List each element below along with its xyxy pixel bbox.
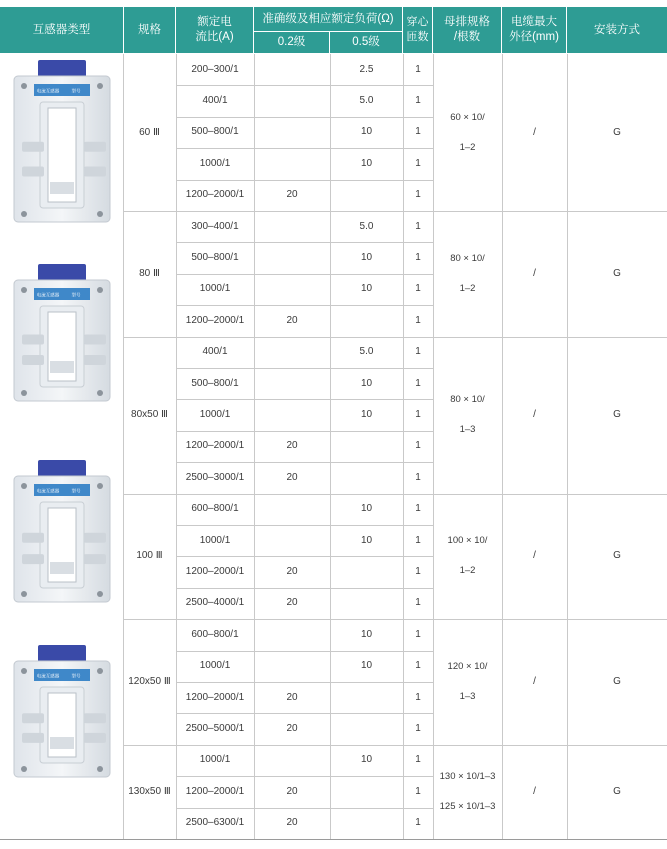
- row-divider: [176, 808, 433, 809]
- transformer-photo: [8, 58, 116, 228]
- class-02-cell: 20: [286, 440, 298, 452]
- class-02-cell: [254, 525, 330, 556]
- class-02-cell: [254, 85, 330, 116]
- cable-cell: /: [533, 785, 536, 797]
- install-cell: G: [613, 550, 621, 562]
- class-05-cell: 10: [360, 377, 373, 389]
- cable-cell: /: [533, 126, 536, 138]
- class-05-cell: 5.0: [359, 220, 374, 232]
- spec-cell: 80 Ⅲ: [139, 267, 160, 279]
- header-spec: 规格: [124, 7, 175, 53]
- rated-ratio-cell: 1000/1: [199, 157, 231, 169]
- row-divider: [176, 305, 433, 306]
- column-divider: [433, 54, 434, 839]
- busbar-cell: [433, 211, 502, 337]
- rated-ratio-cell: 1000/1: [199, 660, 231, 672]
- class-05-cell: [330, 431, 403, 462]
- class-02-cell: 20: [286, 566, 298, 578]
- row-divider: [176, 651, 433, 652]
- row-divider: [176, 368, 433, 369]
- cable-cell: /: [533, 409, 536, 421]
- class-02-cell: 20: [286, 597, 298, 609]
- row-divider: [176, 556, 433, 557]
- row-divider: [176, 588, 433, 589]
- rated-ratio-cell: 2500–4000/1: [185, 597, 245, 609]
- install-cell: G: [613, 409, 621, 421]
- spec-cell: 60 Ⅲ: [139, 126, 160, 138]
- install-cell: G: [613, 785, 621, 797]
- spec-cell: 120x50 Ⅲ: [128, 675, 171, 687]
- product-label-model: 型号: [71, 293, 81, 299]
- rated-ratio-cell: 200–300/1: [191, 63, 239, 75]
- busbar-line: 60 × 10/: [450, 111, 485, 123]
- rated-ratio-cell: 600–800/1: [191, 503, 239, 515]
- class-02-cell: [254, 745, 330, 776]
- product-label-name: 电流互感器: [36, 293, 60, 299]
- class-05-cell: [330, 180, 403, 211]
- product-label-name: 电流互感器: [36, 489, 60, 495]
- header-turns: 穿心 匝数: [403, 7, 432, 53]
- class-05-cell: [330, 682, 403, 713]
- header-class-05: 0.5级: [330, 32, 402, 53]
- turns-cell: 1: [415, 314, 421, 326]
- class-05-cell: 10: [360, 534, 373, 546]
- column-divider: [123, 54, 124, 839]
- rated-ratio-cell: 1200–2000/1: [185, 785, 245, 797]
- turns-cell: 1: [415, 189, 421, 201]
- rated-ratio-cell: 400/1: [202, 95, 228, 107]
- spec-cell: 100 Ⅲ: [136, 550, 163, 562]
- column-divider: [254, 54, 255, 839]
- turns-cell: 1: [415, 346, 421, 358]
- class-02-cell: [254, 651, 330, 682]
- row-divider: [176, 242, 433, 243]
- class-05-cell: [330, 713, 403, 744]
- class-05-cell: [330, 776, 403, 807]
- busbar-cell: [433, 337, 502, 494]
- rated-ratio-cell: 2500–6300/1: [185, 817, 245, 829]
- rated-ratio-cell: 300–400/1: [191, 220, 239, 232]
- class-05-cell: 10: [360, 754, 373, 766]
- rated-ratio-cell: 600–800/1: [191, 628, 239, 640]
- turns-cell: 1: [415, 63, 421, 75]
- class-02-cell: [254, 368, 330, 399]
- busbar-line: 1–2: [459, 565, 476, 577]
- turns-cell: 1: [415, 534, 421, 546]
- turns-cell: 1: [415, 283, 421, 295]
- rated-ratio-cell: 500–800/1: [191, 377, 239, 389]
- class-05-cell: [330, 808, 403, 839]
- class-05-cell: 10: [360, 409, 373, 421]
- class-02-cell: [254, 494, 330, 525]
- class-05-cell: 10: [360, 503, 373, 515]
- class-05-cell: [330, 556, 403, 587]
- busbar-cell: [433, 54, 502, 211]
- rated-ratio-cell: 1200–2000/1: [185, 440, 245, 452]
- header-rated-ratio: 额定电 流比(A): [176, 7, 253, 53]
- turns-cell: 1: [415, 377, 421, 389]
- row-divider: [176, 399, 433, 400]
- class-05-cell: [330, 588, 403, 619]
- rated-ratio-cell: 2500–3000/1: [185, 471, 245, 483]
- rated-ratio-cell: 1000/1: [199, 283, 231, 295]
- turns-cell: 1: [415, 597, 421, 609]
- rated-ratio-cell: 500–800/1: [191, 126, 239, 138]
- turns-cell: 1: [415, 157, 421, 169]
- transformer-photo: [8, 262, 116, 407]
- row-divider: [176, 525, 433, 526]
- class-02-cell: [254, 337, 330, 368]
- busbar-line: 80 × 10/: [450, 394, 485, 406]
- column-divider: [176, 54, 177, 839]
- busbar-line: 130 × 10/1–3: [439, 770, 496, 782]
- spec-cell: 80x50 Ⅲ: [131, 409, 168, 421]
- install-cell: G: [613, 126, 621, 138]
- column-divider: [502, 54, 503, 839]
- busbar-cell: [433, 494, 502, 620]
- install-cell: G: [613, 267, 621, 279]
- class-02-cell: [254, 399, 330, 430]
- rated-ratio-cell: 1000/1: [199, 409, 231, 421]
- turns-cell: 1: [415, 409, 421, 421]
- class-05-cell: [330, 305, 403, 336]
- busbar-line: 125 × 10/1–3: [439, 800, 496, 812]
- class-02-cell: 20: [286, 785, 298, 797]
- turns-cell: 1: [415, 660, 421, 672]
- busbar-line: 1–3: [459, 690, 476, 702]
- busbar-line: 1–2: [459, 282, 476, 294]
- turns-cell: 1: [415, 817, 421, 829]
- class-05-cell: 2.5: [359, 63, 374, 75]
- class-02-cell: 20: [286, 471, 298, 483]
- product-label-name: 电流互感器: [36, 674, 60, 680]
- class-05-cell: [330, 462, 403, 493]
- turns-cell: 1: [415, 691, 421, 703]
- turns-cell: 1: [415, 471, 421, 483]
- rated-ratio-cell: 1200–2000/1: [185, 189, 245, 201]
- class-02-cell: 20: [286, 817, 298, 829]
- class-02-cell: [254, 117, 330, 148]
- product-label-model: 型号: [71, 89, 81, 95]
- header-install: 安装方式: [567, 7, 667, 53]
- row-divider: [176, 180, 433, 181]
- rated-ratio-cell: 2500–5000/1: [185, 723, 245, 735]
- rated-ratio-cell: 1200–2000/1: [185, 566, 245, 578]
- busbar-line: 80 × 10/: [450, 252, 485, 264]
- turns-cell: 1: [415, 754, 421, 766]
- turns-cell: 1: [415, 126, 421, 138]
- turns-cell: 1: [415, 785, 421, 797]
- rated-ratio-cell: 1200–2000/1: [185, 691, 245, 703]
- busbar-line: 120 × 10/: [447, 660, 488, 672]
- header-busbar: 母排规格 /根数: [433, 7, 501, 53]
- busbar-line: 100 × 10/: [447, 535, 488, 547]
- turns-cell: 1: [415, 252, 421, 264]
- cable-cell: /: [533, 675, 536, 687]
- class-05-cell: 5.0: [359, 95, 374, 107]
- turns-cell: 1: [415, 95, 421, 107]
- class-02-cell: [254, 242, 330, 273]
- spec-cell: 130x50 Ⅲ: [128, 785, 171, 797]
- column-divider: [567, 54, 568, 839]
- rated-ratio-cell: 500–800/1: [191, 252, 239, 264]
- row-divider: [176, 117, 433, 118]
- column-divider: [403, 54, 404, 839]
- row-divider: [176, 713, 433, 714]
- busbar-cell: [433, 619, 502, 745]
- class-02-cell: [254, 274, 330, 305]
- class-02-cell: [254, 54, 330, 85]
- turns-cell: 1: [415, 220, 421, 232]
- header-cable: 电缆最大 外径(mm): [502, 7, 566, 53]
- class-05-cell: 10: [360, 283, 373, 295]
- row-divider: [176, 776, 433, 777]
- class-05-cell: 10: [360, 660, 373, 672]
- transformer-photo: [8, 643, 116, 783]
- product-label-model: 型号: [71, 489, 81, 495]
- class-05-cell: 10: [360, 126, 373, 138]
- busbar-cell: [433, 745, 502, 839]
- class-05-cell: 10: [360, 157, 373, 169]
- header-class-02: 0.2级: [254, 32, 329, 53]
- class-02-cell: 20: [286, 314, 298, 326]
- column-divider: [330, 54, 331, 839]
- row-divider: [176, 148, 433, 149]
- class-05-cell: 10: [360, 252, 373, 264]
- rated-ratio-cell: 1000/1: [199, 754, 231, 766]
- turns-cell: 1: [415, 503, 421, 515]
- class-02-cell: 20: [286, 189, 298, 201]
- cable-cell: /: [533, 550, 536, 562]
- class-02-cell: 20: [286, 723, 298, 735]
- rated-ratio-cell: 400/1: [202, 346, 228, 358]
- class-02-cell: 20: [286, 691, 298, 703]
- cable-cell: /: [533, 267, 536, 279]
- rated-ratio-cell: 1200–2000/1: [185, 314, 245, 326]
- turns-cell: 1: [415, 566, 421, 578]
- busbar-line: 1–2: [459, 141, 476, 153]
- header-accuracy: 准确级及相应额定负荷(Ω): [254, 7, 402, 31]
- header-type: 互感器类型: [0, 7, 123, 53]
- class-02-cell: [254, 148, 330, 179]
- product-label-model: 型号: [71, 674, 81, 680]
- turns-cell: 1: [415, 628, 421, 640]
- class-02-cell: [254, 619, 330, 650]
- turns-cell: 1: [415, 723, 421, 735]
- transformer-photo: [8, 458, 116, 608]
- install-cell: G: [613, 675, 621, 687]
- row-divider: [176, 682, 433, 683]
- turns-cell: 1: [415, 440, 421, 452]
- rated-ratio-cell: 1000/1: [199, 534, 231, 546]
- row-divider: [176, 85, 433, 86]
- product-label-name: 电流互感器: [36, 89, 60, 95]
- class-05-cell: 10: [360, 628, 373, 640]
- class-02-cell: [254, 211, 330, 242]
- busbar-line: 1–3: [459, 424, 476, 436]
- row-divider: [176, 431, 433, 432]
- table-bottom-line: [0, 839, 667, 840]
- row-divider: [176, 462, 433, 463]
- class-05-cell: 5.0: [359, 346, 374, 358]
- row-divider: [176, 274, 433, 275]
